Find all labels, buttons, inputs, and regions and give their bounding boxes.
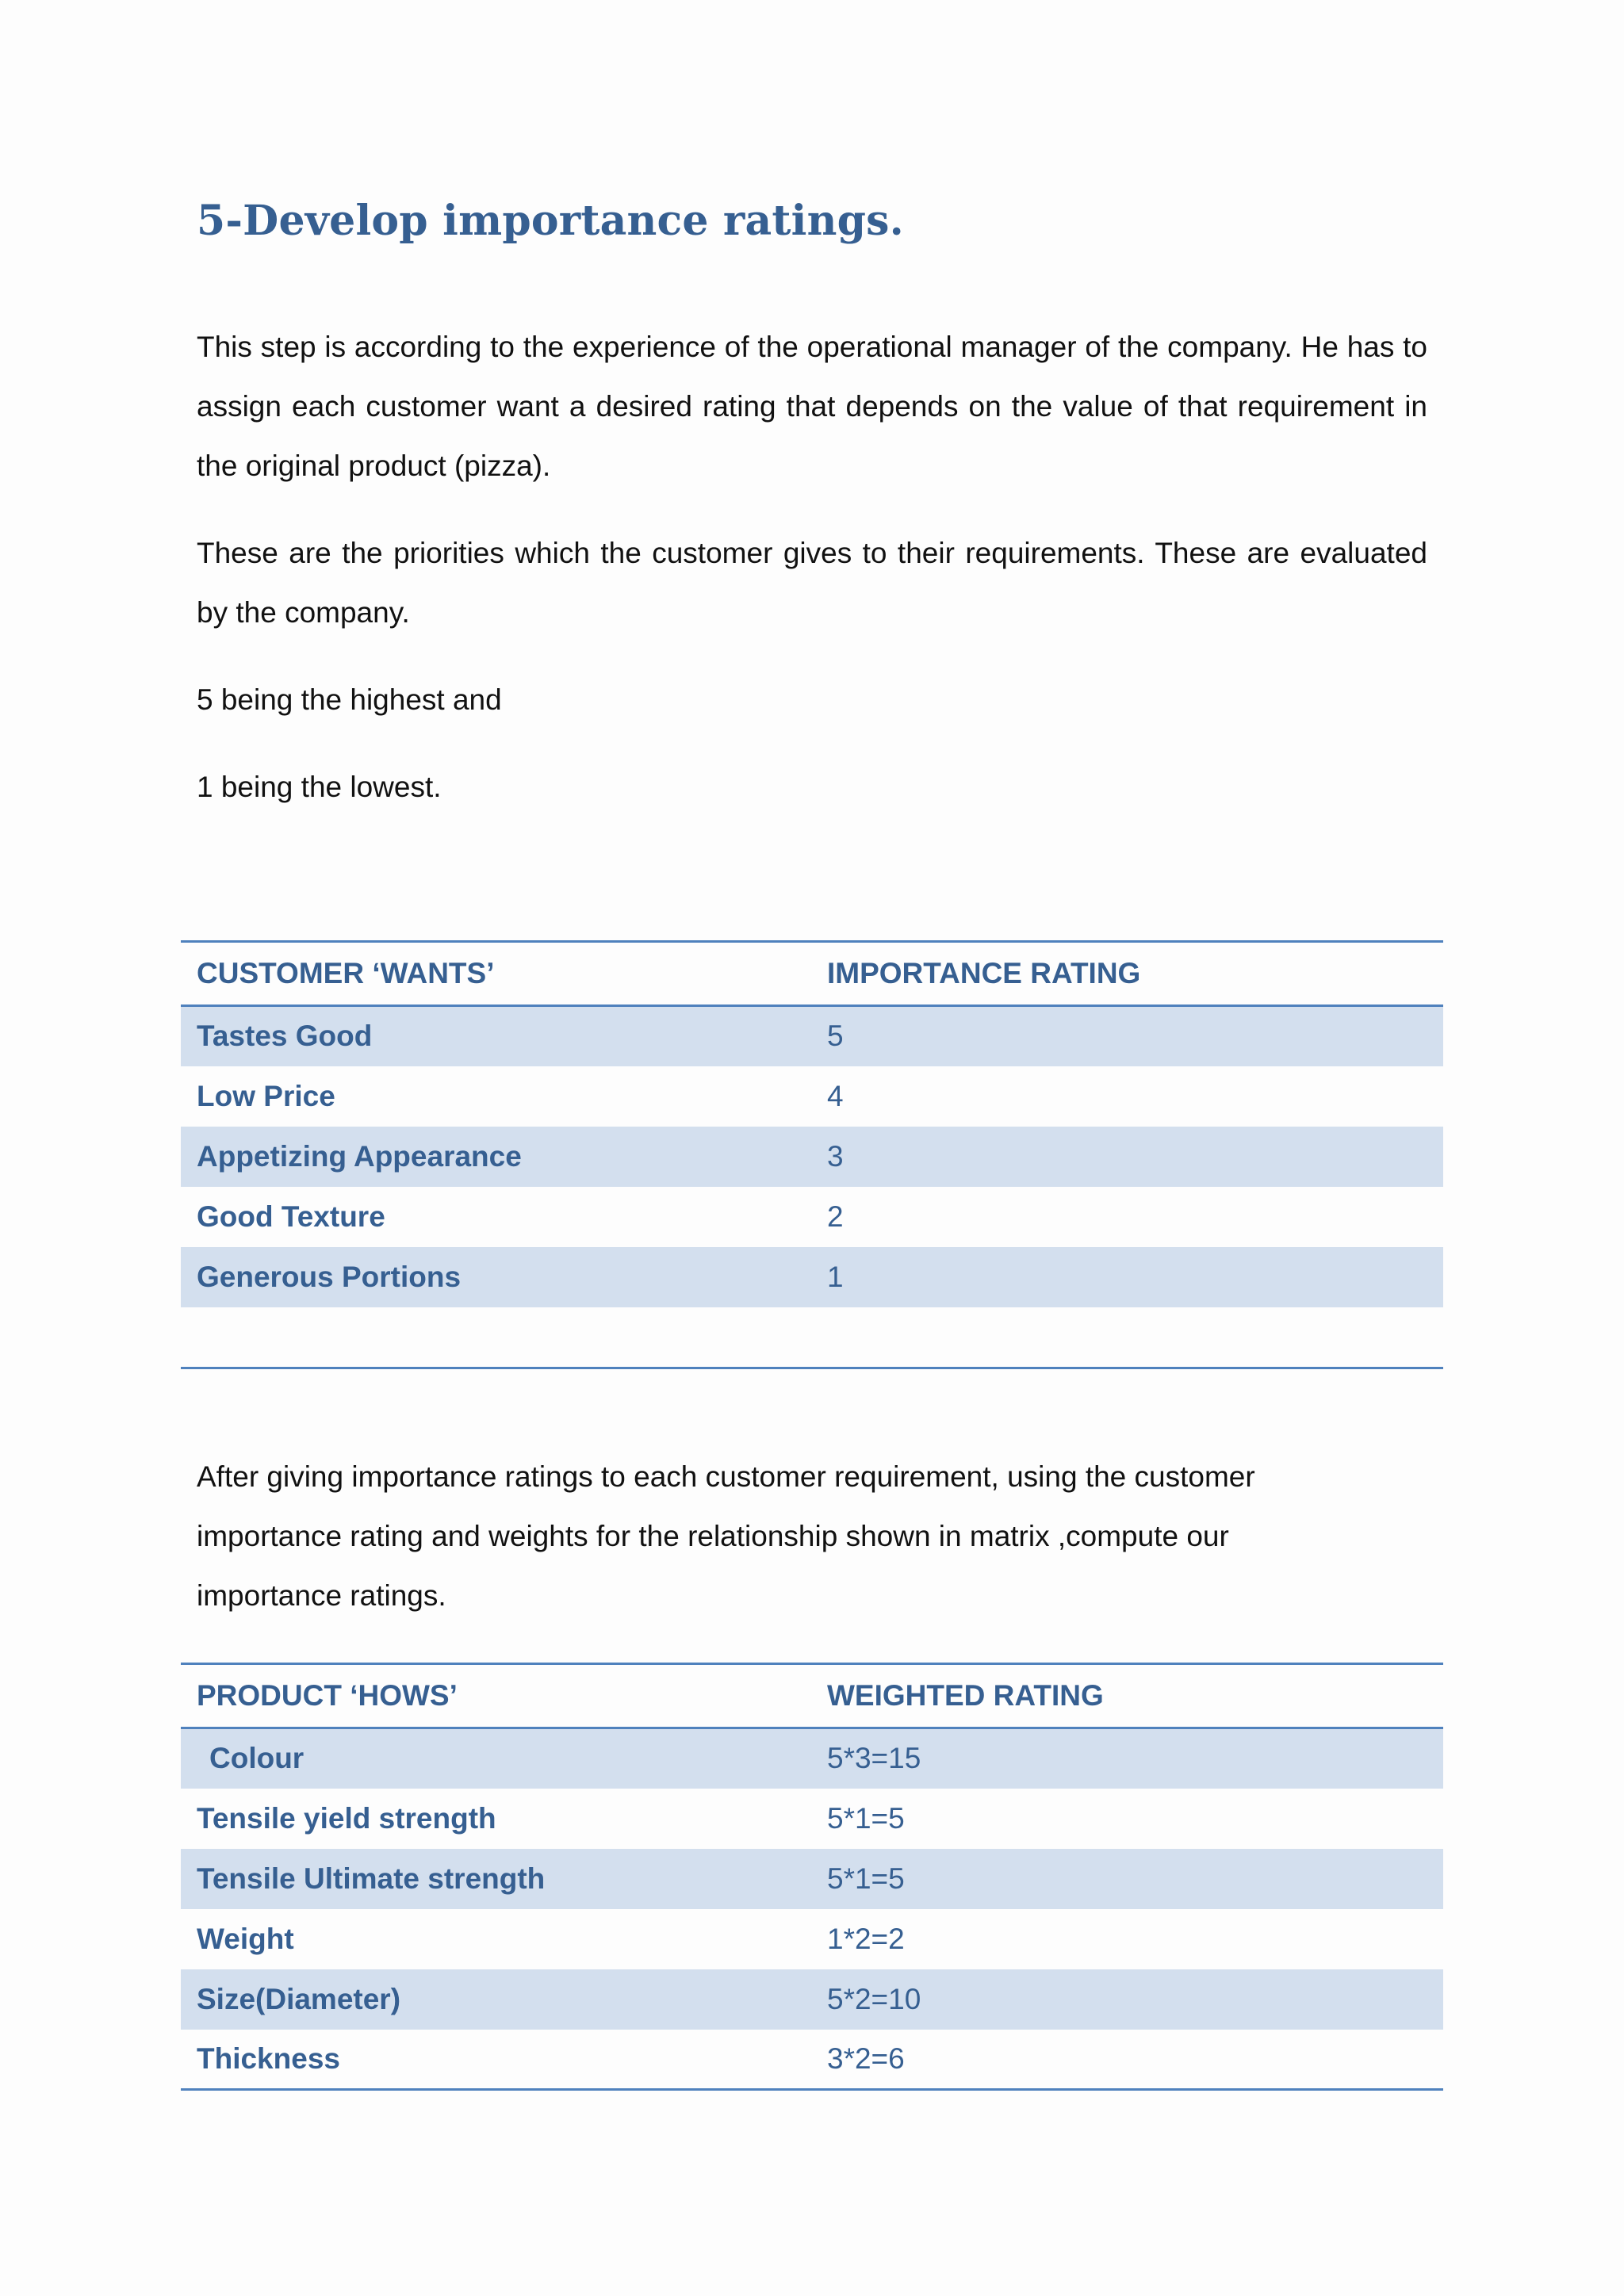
table-row — [181, 1849, 1443, 1909]
section-heading: 5-Develop importance ratings. — [197, 197, 904, 245]
how-cell: Tensile yield strength — [197, 1801, 496, 1835]
table-row — [181, 1006, 1443, 1066]
want-cell: Generous Portions — [197, 1260, 462, 1293]
customer-wants-table — [181, 940, 1443, 1369]
scale-lowest-text: 1 being the lowest. — [197, 771, 442, 803]
table-empty-row — [181, 1307, 1443, 1368]
column-header-wants: CUSTOMER ‘WANTS’ — [181, 942, 811, 1006]
table-header-row — [181, 1664, 1443, 1728]
empty-cell — [811, 1307, 1443, 1368]
table-header-row — [181, 942, 1443, 1006]
rating-cell: 5 — [827, 1020, 844, 1053]
rating-cell: 3 — [827, 1139, 844, 1173]
how-cell: Thickness — [181, 2030, 811, 2090]
table-row — [181, 1127, 1443, 1187]
want-cell: Tastes Good — [197, 1020, 373, 1053]
rating-cell: 2 — [827, 1200, 844, 1233]
weighted-cell: 3*2=6 — [811, 2030, 1443, 2090]
weighted-cell: 5*3=15 — [827, 1742, 921, 1775]
weighted-cell: 1*2=2 — [827, 1922, 905, 1955]
table-row — [181, 2030, 1443, 2090]
rating-cell: 1 — [827, 1260, 844, 1293]
scale-highest-text: 5 being the highest and — [197, 683, 502, 716]
table-row — [181, 1066, 1443, 1127]
table-row — [181, 1247, 1443, 1307]
column-header-importance: IMPORTANCE RATING — [811, 942, 1443, 1006]
intro-paragraph: This step is according to the experience of the operational manager of the company. He has to assign each customer want a desired rating that depends on the value of that requirement in the original product (pizza). — [197, 331, 1427, 482]
how-cell: Colour — [209, 1742, 304, 1775]
table-row — [181, 1187, 1443, 1247]
want-cell: Appetizing Appearance — [197, 1139, 522, 1173]
weighted-cell: 5*2=10 — [827, 1982, 921, 2015]
want-cell: Good Texture — [197, 1200, 385, 1233]
how-cell: Size(Diameter) — [197, 1982, 401, 2015]
want-cell: Low Price — [197, 1079, 335, 1112]
how-cell: Tensile Ultimate strength — [197, 1862, 546, 1895]
table-row — [181, 1728, 1443, 1789]
empty-cell — [181, 1307, 811, 1368]
table-row — [181, 1969, 1443, 2030]
table-row — [181, 1909, 1443, 1969]
weighted-cell: 5*1=5 — [827, 1801, 905, 1835]
table-row — [181, 1789, 1443, 1849]
weighted-cell: 5*1=5 — [827, 1862, 905, 1895]
product-hows-table — [181, 1663, 1443, 2091]
column-header-weighted: WEIGHTED RATING — [811, 1664, 1443, 1728]
how-cell: Weight — [197, 1922, 294, 1955]
column-header-hows: PRODUCT ‘HOWS’ — [181, 1664, 811, 1728]
priorities-paragraph: These are the priorities which the customer gives to their requirements. These are evaluated by the company. — [197, 537, 1427, 629]
weighted-intro-paragraph: After giving importance ratings to each customer requirement, using the customer importance rating and weights for the relationship shown in matrix ,compute our importance ratings. — [197, 1460, 1255, 1612]
rating-cell: 4 — [827, 1079, 844, 1112]
